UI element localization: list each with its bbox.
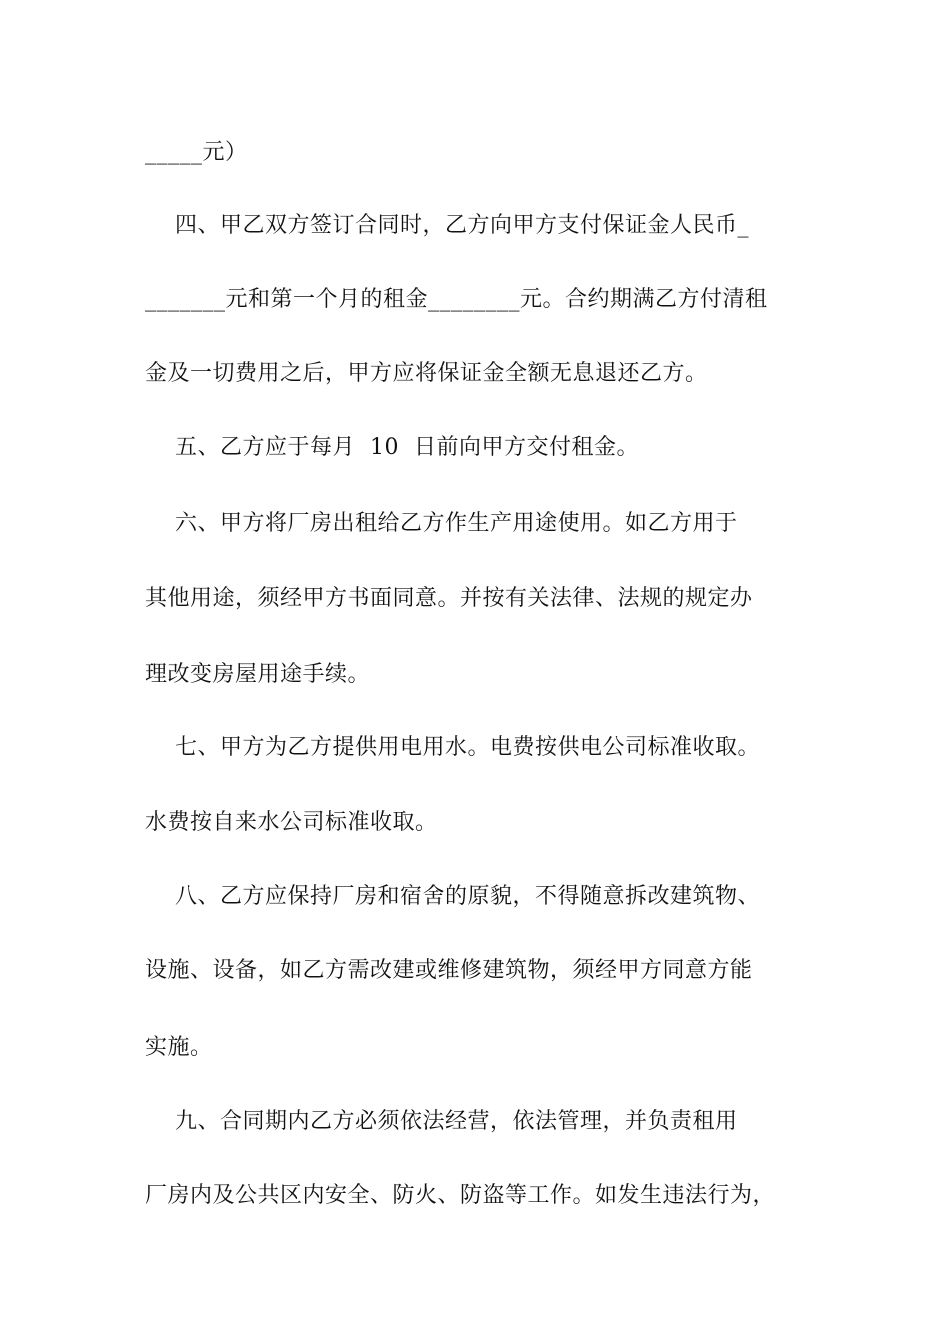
text-line: 八、乙方应保持厂房和宿舍的原貌，不得随意拆改建筑物、 xyxy=(145,884,760,909)
text-line: _______元和第一个月的租金________元。合约期满乙方付清租 xyxy=(145,287,768,312)
text-line: 其他用途，须经甲方书面同意。并按有关法律、法规的规定办 xyxy=(145,586,753,611)
text-line: 七、甲方为乙方提供用电用水。电费按供电公司标准收取。 xyxy=(145,735,760,760)
text-line: 六、甲方将厂房出租给乙方作生产用途使用。如乙方用于 xyxy=(145,511,738,536)
text-line: 金及一切费用之后，甲方应将保证金全额无息退还乙方。 xyxy=(145,361,708,386)
text-line: _____元） xyxy=(145,140,248,165)
text-line: 实施。 xyxy=(145,1035,213,1060)
text-line: 五、乙方应于每月 10 日前向甲方交付租金。 xyxy=(145,435,639,460)
text-line: 九、合同期内乙方必须依法经营，依法管理，并负责租用 xyxy=(145,1109,738,1134)
text-line: 厂房内及公共区内安全、防火、防盗等工作。如发生违法行为， xyxy=(145,1183,776,1208)
text-line: 设施、设备，如乙方需改建或维修建筑物，须经甲方同意方能 xyxy=(145,958,753,983)
text-line: 理改变房屋用途手续。 xyxy=(145,662,371,687)
text-line: 水费按自来水公司标准收取。 xyxy=(145,810,438,835)
text-line: 四、甲乙双方签订合同时，乙方向甲方支付保证金人民币_ xyxy=(145,213,749,238)
